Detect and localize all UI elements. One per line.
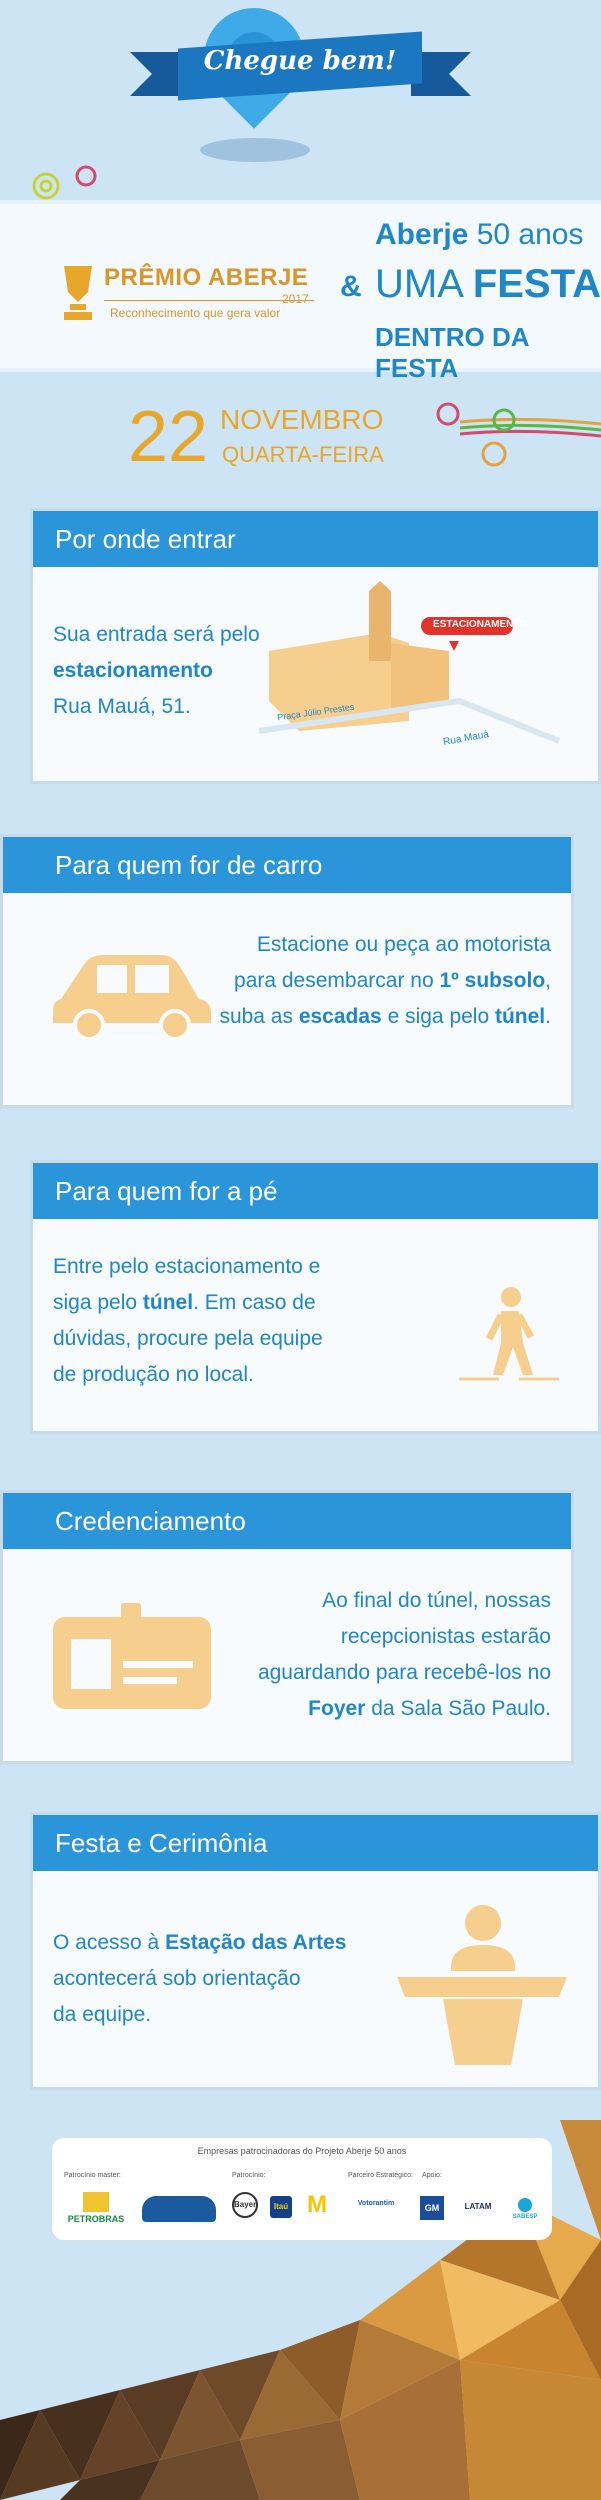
car-icon	[51, 947, 213, 1039]
podium-speaker-icon	[397, 1905, 567, 2065]
card-title: Por onde entrar	[33, 511, 598, 567]
id-badge-icon	[53, 1603, 213, 1713]
event-month: NOVEMBRO	[220, 404, 384, 435]
ampersand: &	[340, 270, 362, 303]
sponsor-label-apoio: Apoio:	[422, 2172, 442, 2179]
bayer-logo: Bayer	[232, 2192, 258, 2218]
building-map-icon	[259, 581, 579, 771]
premio-title: PRÊMIO ABERJE	[104, 264, 309, 291]
card-title: Para quem for de carro	[3, 837, 571, 893]
secondary-master-logo	[142, 2196, 216, 2222]
sponsors-title: Empresas patrocinadoras do Projeto Aberje 50 anos	[197, 2146, 407, 2156]
card-body: Sua entrada será pelo estacionamento Rua Mauá, 51.	[53, 623, 260, 718]
aberje-title: Aberje 50 anos	[375, 218, 584, 251]
pedestrian-icon	[459, 1283, 559, 1383]
premio-subtitle: Reconhecimento que gera valor	[110, 306, 281, 320]
pin-shadow	[200, 138, 310, 162]
card-body: O acesso à Estação das Artes acontecerá sob orientação da equipe.	[53, 1931, 347, 2026]
dentro-da-festa: DENTRO DA FESTA	[375, 322, 529, 383]
itau-logo: Itaú	[270, 2196, 292, 2218]
card-body: Entre pelo estacionamento e siga pelo túnel. Em caso de dúvidas, procure pela equipe de produção no local.	[53, 1255, 323, 1386]
card-carro	[0, 834, 574, 1108]
sponsor-label-parceiro: Parceiro Estratégico:	[348, 2172, 413, 2179]
swirl-decoration-right-icon	[420, 392, 601, 472]
card-por-onde-entrar	[30, 508, 601, 784]
gm-logo: GM	[420, 2196, 444, 2220]
festa-title: UMA FESTA	[375, 262, 601, 306]
card-festa	[30, 1812, 601, 2090]
mcdonalds-logo: M	[307, 2191, 327, 2218]
card-body: Ao final do túnel, nossas recepcionistas estarão aguardando para recebê-los no Foyer da Sala São Paulo.	[257, 1589, 551, 1720]
premio-year: 2017	[282, 292, 309, 306]
card-title: Credenciamento	[3, 1493, 571, 1549]
card-body: Estacione ou peça ao motorista para desembarcar no 1º subsolo, suba as escadas e siga pelo túnel.	[219, 933, 551, 1028]
sponsor-label-master: Patrocínio master:	[64, 2172, 121, 2179]
card-credenciamento	[0, 1490, 574, 1764]
map-label-praca: Praça Júlio Prestes	[276, 701, 355, 723]
latam-logo: LATAM	[464, 2202, 492, 2211]
card-title: Festa e Cerimônia	[33, 1815, 598, 1871]
ribbon-text: Chegue bem!	[203, 46, 397, 76]
map-label-parking: ESTACIONAMENTO	[433, 619, 528, 630]
card-title: Para quem for a pé	[33, 1163, 598, 1219]
map-label-rua: Rua Mauá	[442, 729, 490, 748]
sponsor-label-patrocinio: Patrocínio:	[232, 2172, 266, 2179]
sabesp-logo: SABESP	[508, 2198, 542, 2220]
card-a-pe	[30, 1160, 601, 1434]
event-day: 22	[128, 397, 209, 477]
votorantim-logo: Votorantim	[357, 2200, 395, 2207]
petrobras-logo: PETROBRAS	[66, 2192, 126, 2224]
trophy-icon	[58, 262, 98, 320]
event-weekday: QUARTA-FEIRA	[222, 442, 384, 467]
